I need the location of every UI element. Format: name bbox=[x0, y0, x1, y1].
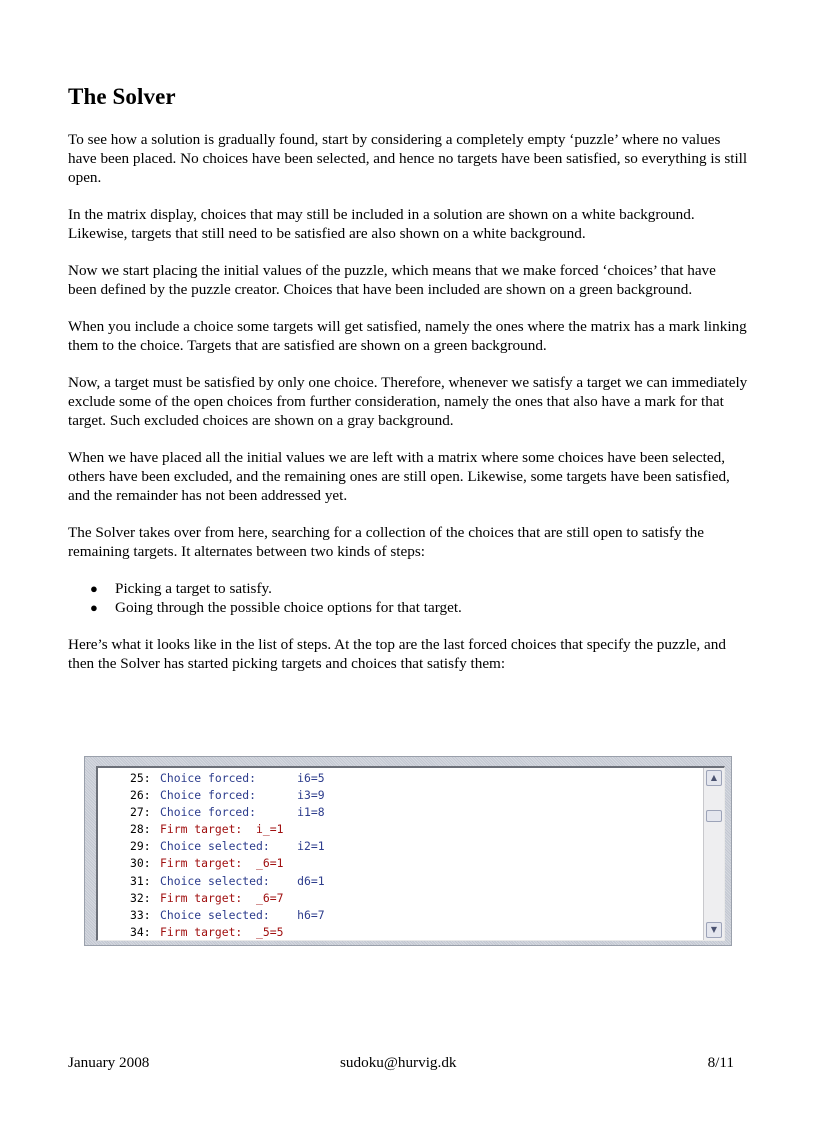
footer-email: sudoku@hurvig.dk bbox=[340, 1054, 457, 1071]
step-kind: Firm target: bbox=[160, 924, 243, 939]
step-kind: Choice selected: bbox=[160, 907, 270, 922]
paragraph: When you include a choice some targets will get satisfied, namely the ones where the matrix has a mark linking them to the choice. Targets that are satisfied are shown on a green background. bbox=[68, 318, 747, 354]
step-value: _5=5 bbox=[256, 924, 284, 939]
step-value: i6=5 bbox=[297, 771, 325, 785]
footer-page-number: 8/11 bbox=[707, 1054, 734, 1071]
step-kind: Choice forced: bbox=[160, 788, 257, 803]
step-value: i_=1 bbox=[256, 822, 284, 837]
list-item-text: Going through the possible choice options for that target. bbox=[115, 599, 462, 616]
step-row[interactable] bbox=[130, 770, 325, 787]
step-number: 32: bbox=[130, 890, 151, 905]
step-row[interactable] bbox=[130, 804, 325, 821]
step-row[interactable] bbox=[130, 855, 325, 872]
paragraph: Now, a target must be satisfied by only one choice. Therefore, whenever we satisfy a target we can immediately exclude some of the open choices from further consideration, namely the ones that also have a mark for that target. Such excluded choices are shown on a gray background. bbox=[68, 374, 748, 429]
paragraph: Here’s what it looks like in the list of steps. At the top are the last forced choices that specify the puzzle, and then the Solver has started picking targets and choices that satisfy them: bbox=[68, 636, 726, 672]
step-value: _6=1 bbox=[256, 856, 284, 871]
paragraph: To see how a solution is gradually found, start by considering a completely empty ‘puzzle’ where no values have been placed. No choices have been selected, and hence no targets have been satisfied, so everything is still open. bbox=[68, 131, 748, 186]
list-item bbox=[90, 598, 748, 617]
step-row[interactable] bbox=[130, 821, 325, 838]
page-footer bbox=[68, 1054, 734, 1074]
step-row[interactable] bbox=[130, 873, 325, 890]
step-kind: Choice forced: bbox=[160, 771, 257, 785]
step-value: i1=8 bbox=[297, 805, 325, 820]
scroll-down-button[interactable] bbox=[706, 922, 722, 938]
step-kind: Choice selected: bbox=[160, 873, 270, 888]
step-value: i2=1 bbox=[297, 839, 325, 854]
step-value: i3=9 bbox=[297, 788, 325, 803]
step-number: 34: bbox=[130, 924, 151, 939]
step-row[interactable] bbox=[130, 924, 325, 941]
step-number: 28: bbox=[130, 822, 151, 837]
step-kind: Firm target: bbox=[160, 890, 243, 905]
step-value: h6=7 bbox=[297, 907, 325, 922]
scrollbar-thumb[interactable] bbox=[706, 810, 722, 822]
step-number: 31: bbox=[130, 873, 151, 888]
step-value: _6=7 bbox=[256, 890, 284, 905]
step-number: 30: bbox=[130, 856, 151, 871]
steps-list-panel bbox=[84, 756, 732, 946]
step-number: 33: bbox=[130, 907, 151, 922]
steps-rows bbox=[130, 770, 325, 941]
list-item-text: Picking a target to satisfy. bbox=[115, 580, 272, 597]
bullet-icon: ● bbox=[90, 581, 98, 596]
paragraph: When we have placed all the initial values we are left with a matrix where some choices have been selected, others have been excluded, and the remaining ones are still open. Likewise, some targets have been satisfied, and the remainder has not been addressed yet. bbox=[68, 449, 730, 504]
step-row[interactable] bbox=[130, 838, 325, 855]
chevron-up-icon: ▲ bbox=[710, 773, 718, 782]
footer-date: January 2008 bbox=[68, 1054, 150, 1071]
step-number: 25: bbox=[130, 771, 151, 785]
steps-list[interactable] bbox=[96, 766, 725, 941]
step-kind: Firm target: bbox=[160, 856, 243, 871]
paragraph: Now we start placing the initial values of the puzzle, which means that we make forced ‘choices’ that have been defined by the puzzle creator. Choices that have been included are shown on a green background. bbox=[68, 262, 716, 298]
vertical-scrollbar[interactable] bbox=[703, 768, 724, 940]
step-row[interactable] bbox=[130, 907, 325, 924]
step-kind: Choice selected: bbox=[160, 839, 270, 854]
body-text bbox=[68, 130, 748, 691]
chevron-down-icon: ▼ bbox=[710, 925, 718, 934]
step-number: 29: bbox=[130, 839, 151, 854]
scroll-up-button[interactable] bbox=[706, 770, 722, 786]
step-kind: Firm target: bbox=[160, 822, 243, 837]
page-title: The Solver bbox=[68, 84, 176, 109]
step-number: 26: bbox=[130, 788, 151, 803]
list-item bbox=[90, 579, 748, 598]
step-kind: Choice forced: bbox=[160, 805, 257, 820]
paragraph: The Solver takes over from here, searching for a collection of the choices that are still open to satisfy the remaining targets. It alternates between two kinds of steps: bbox=[68, 524, 704, 560]
bullet-icon: ● bbox=[90, 600, 98, 615]
bullet-list bbox=[68, 579, 748, 617]
paragraph: In the matrix display, choices that may still be included in a solution are shown on a white background. Likewise, targets that still need to be satisfied are also shown on a white background. bbox=[68, 206, 695, 242]
step-value: d6=1 bbox=[297, 873, 325, 888]
step-row[interactable] bbox=[130, 787, 325, 804]
step-row[interactable] bbox=[130, 890, 325, 907]
step-number: 27: bbox=[130, 805, 151, 820]
